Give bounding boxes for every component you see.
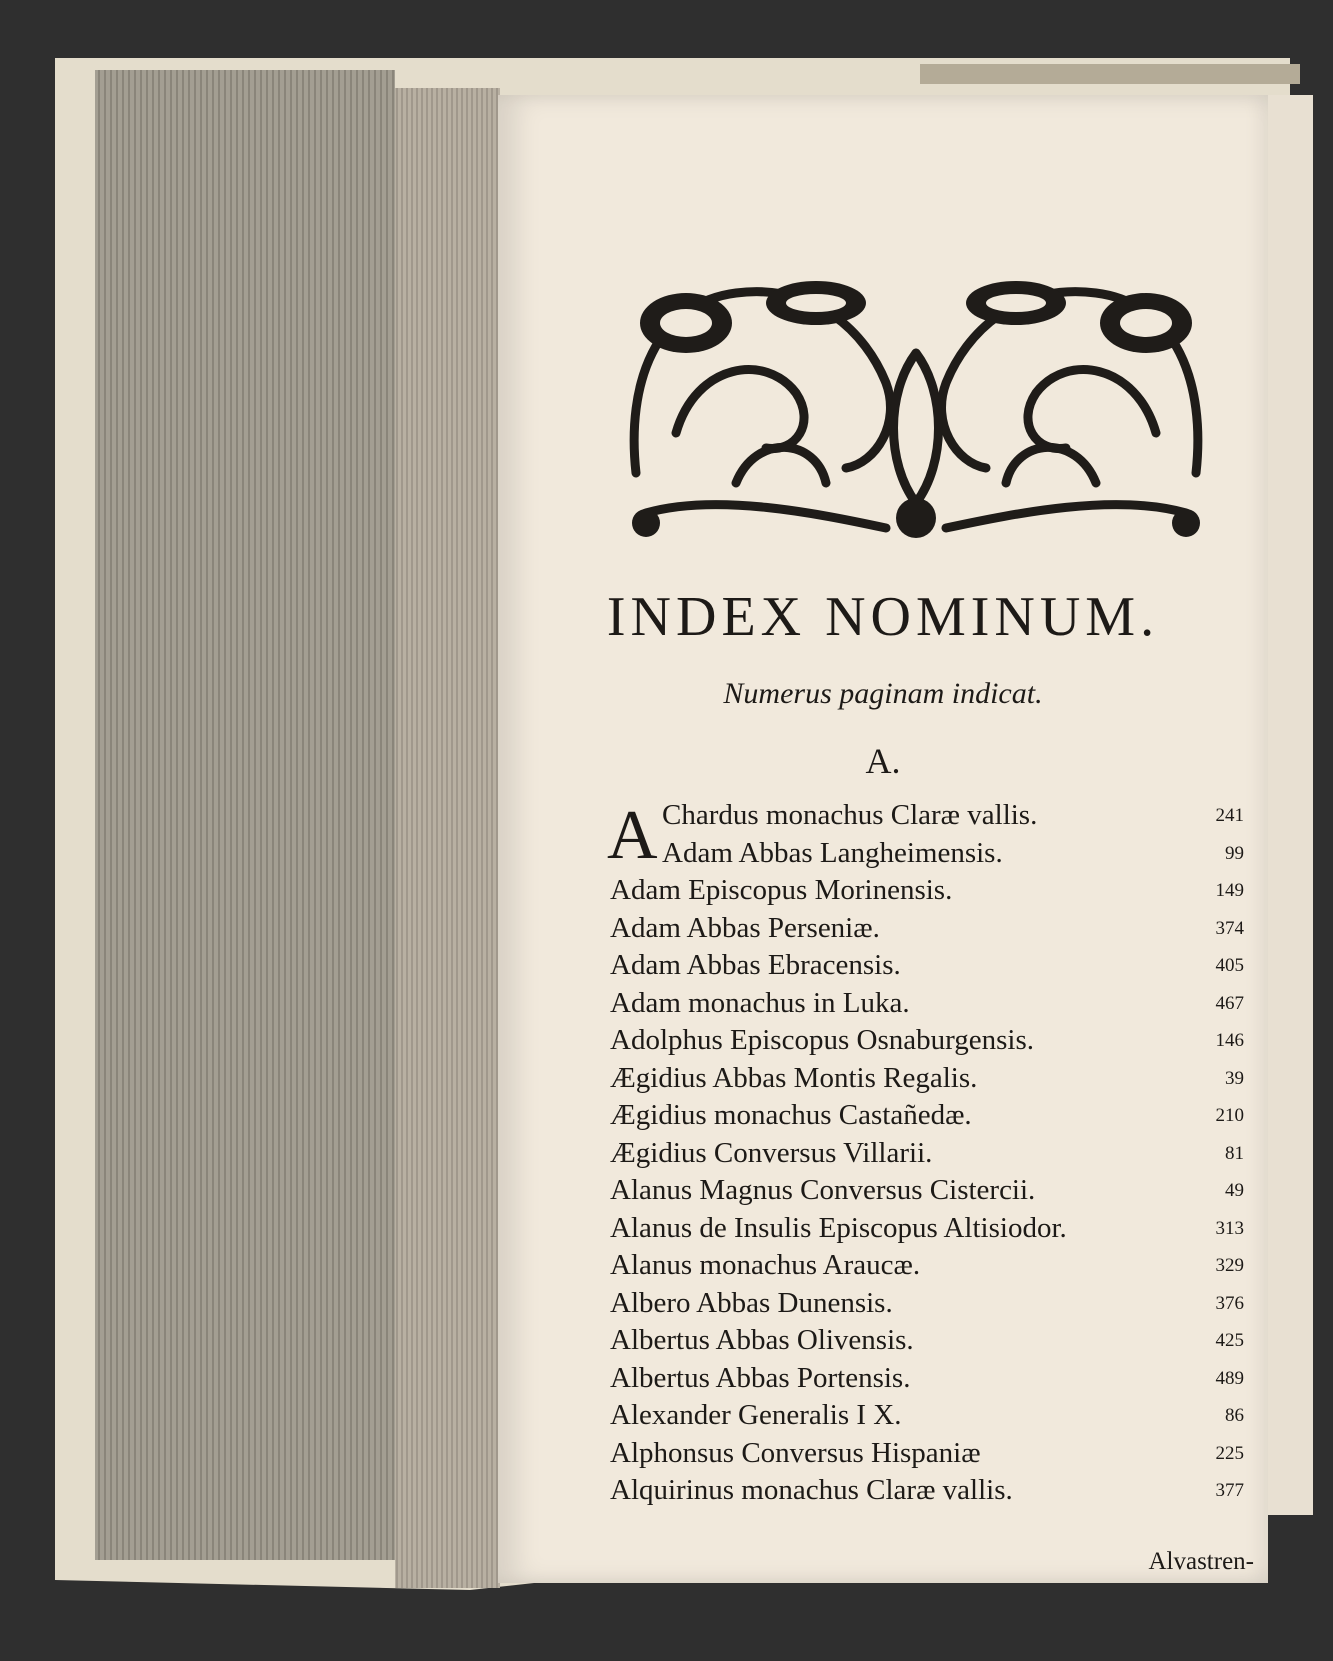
- entry-page: 405: [1215, 955, 1244, 976]
- index-entry: [610, 1435, 1250, 1473]
- entry-page: 99: [1225, 842, 1244, 864]
- index-entry: [610, 985, 1250, 1023]
- entry-page: 425: [1215, 1330, 1244, 1351]
- entry-name: Alquirinus monachus Claræ vallis.: [610, 1474, 1013, 1506]
- entry-name: Alphonsus Conversus Hispaniæ: [610, 1436, 981, 1469]
- index-entry: [610, 1285, 1250, 1323]
- entry-name: Alanus Magnus Conversus Cistercii.: [610, 1174, 1036, 1206]
- index-entry: [610, 1060, 1250, 1098]
- catchword: Alvastren-: [1148, 1548, 1254, 1575]
- entry-page: 149: [1215, 880, 1244, 901]
- entry-name: Albertus Abbas Portensis.: [610, 1361, 911, 1394]
- entry-name: Chardus monachus Claræ vallis.: [662, 799, 1038, 831]
- index-entry: [610, 1360, 1250, 1398]
- entry-name: Albero Abbas Dunensis.: [610, 1286, 893, 1319]
- section-letter: A.: [865, 741, 901, 781]
- index-entry: [610, 1322, 1250, 1360]
- index-entries: [610, 797, 1250, 1510]
- entry-name: Adam Abbas Perseniæ.: [610, 911, 880, 944]
- index-entry: [610, 797, 1250, 835]
- index-entry: [610, 1210, 1250, 1248]
- index-entry: [610, 1397, 1250, 1435]
- index-entry: [610, 872, 1250, 910]
- entry-name: Adam Abbas Langheimensis.: [662, 836, 1003, 869]
- entry-page: 241: [1215, 805, 1244, 826]
- entry-name: Alanus de Insulis Episcopus Altisiodor.: [610, 1211, 1067, 1244]
- index-entry: [610, 1097, 1250, 1135]
- entry-name: Alexander Generalis I X.: [610, 1399, 902, 1431]
- entry-page: 49: [1225, 1180, 1244, 1201]
- top-strip: [920, 64, 1300, 84]
- index-entry: [610, 910, 1250, 948]
- entry-page: 210: [1215, 1105, 1244, 1126]
- entry-name: Alanus monachus Araucæ.: [610, 1249, 921, 1281]
- index-entry: [610, 1135, 1250, 1173]
- entry-page: 146: [1215, 1030, 1244, 1051]
- entry-name: Adam monachus in Luka.: [610, 986, 910, 1019]
- entry-name: Ægidius monachus Castañedæ.: [610, 1099, 972, 1131]
- index-page: [498, 95, 1268, 1583]
- entry-page: 39: [1225, 1067, 1244, 1089]
- index-entry: [610, 1022, 1250, 1060]
- entry-name: Ægidius Abbas Montis Regalis.: [610, 1061, 978, 1094]
- entry-name: Albertus Abbas Olivensis.: [610, 1324, 914, 1356]
- entry-page: 81: [1225, 1142, 1244, 1164]
- index-entry: [610, 1172, 1250, 1210]
- index-entry: [610, 947, 1250, 985]
- entry-name: Ægidius Conversus Villarii.: [610, 1136, 933, 1169]
- fore-edge-lines: [95, 70, 395, 1560]
- entry-page: 376: [1215, 1292, 1244, 1314]
- opposite-page-edge: [1268, 95, 1313, 1515]
- page-title: INDEX NOMINUM.: [606, 586, 1160, 648]
- drop-cap: A: [607, 797, 658, 874]
- entry-page: 489: [1215, 1367, 1244, 1389]
- entry-page: 329: [1215, 1255, 1244, 1276]
- entry-name: Adam Abbas Ebracensis.: [610, 949, 901, 981]
- entry-page: 225: [1215, 1442, 1244, 1464]
- entry-page: 467: [1215, 992, 1244, 1014]
- entry-name: Adolphus Episcopus Osnaburgensis.: [610, 1024, 1034, 1056]
- entry-page: 374: [1215, 917, 1244, 939]
- index-entry: [610, 835, 1250, 873]
- ornament-headpiece: [616, 183, 1216, 563]
- entry-page: 86: [1225, 1405, 1244, 1426]
- index-entry: [610, 1472, 1250, 1510]
- page-subtitle: Numerus paginam indicat.: [723, 677, 1043, 710]
- index-entry: [610, 1247, 1250, 1285]
- entry-page: 377: [1215, 1480, 1244, 1501]
- entry-name: Adam Episcopus Morinensis.: [610, 874, 953, 906]
- entry-page: 313: [1215, 1217, 1244, 1239]
